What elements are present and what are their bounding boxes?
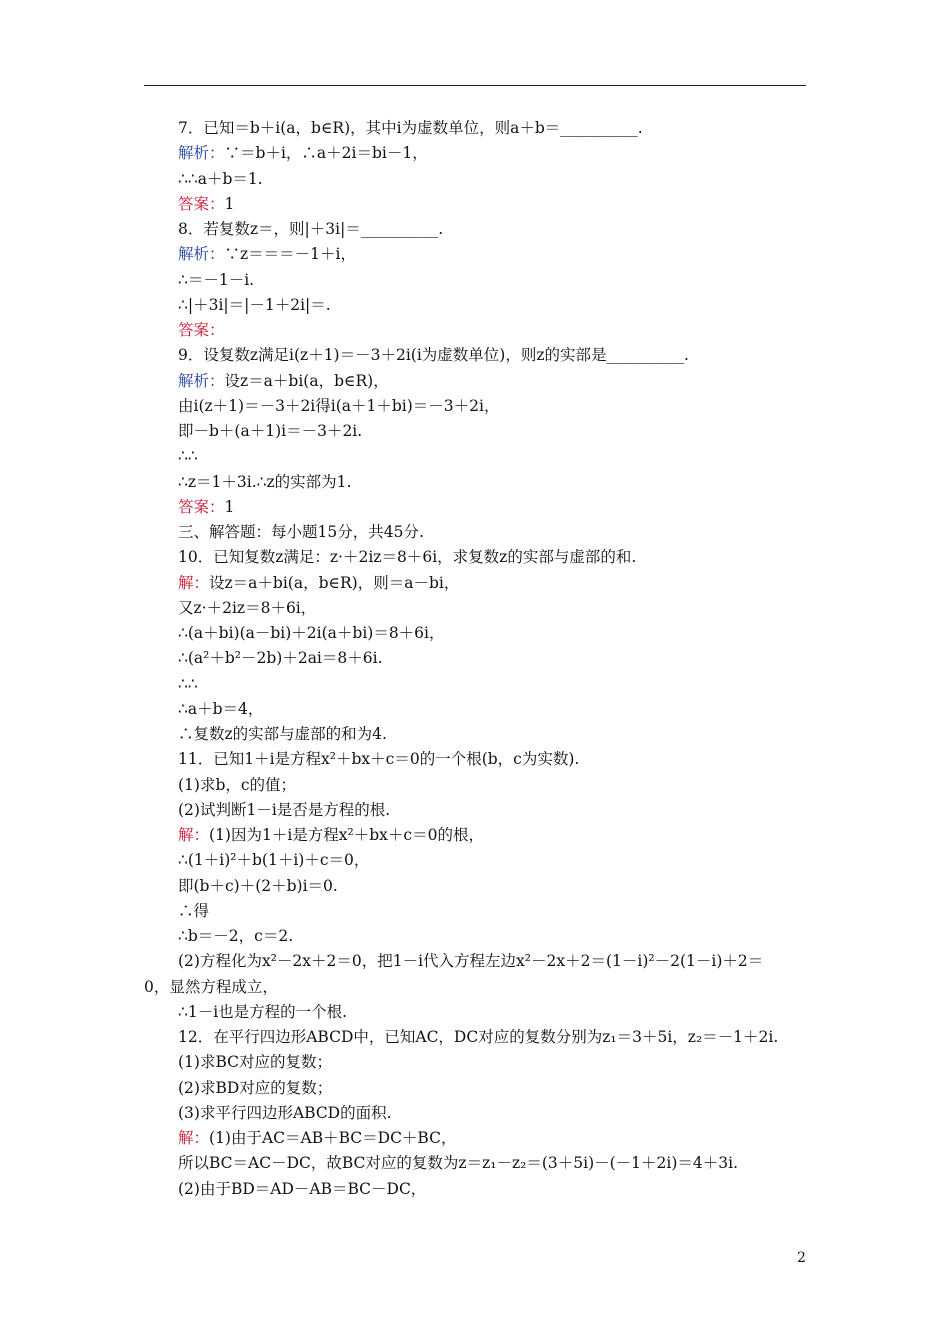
text-line xyxy=(178,345,689,365)
line-text: 8．若复数z＝，则|＋3i|＝__________. xyxy=(178,220,444,238)
text-line xyxy=(178,1052,332,1072)
line-text: ∴(a＋bi)(a－bi)＋2i(a＋bi)＝8＋6i， xyxy=(178,624,445,642)
line-text: (2)由于BD＝AD－AB＝BC－DC， xyxy=(178,1179,427,1198)
line-text: 即－b＋(a＋1)i＝－3＋2i. xyxy=(178,422,363,440)
line-text: ∴1－i也是方程的一个根. xyxy=(178,1002,348,1021)
line-text: 设z＝a＋bi(a，b∈R)，则＝a－bi， xyxy=(209,573,460,592)
line-label: 解： xyxy=(178,826,210,844)
text-line xyxy=(178,825,484,845)
line-text: 10．已知复数z满足：z·＋2iz＝8＋6i，求复数z的实部与虚部的和. xyxy=(178,548,637,567)
text-line xyxy=(178,623,445,643)
line-label: 解： xyxy=(178,1129,210,1147)
line-text: ∵z＝＝＝－1＋i， xyxy=(224,245,357,264)
text-line xyxy=(178,648,383,668)
text-line xyxy=(178,1153,738,1173)
text-line xyxy=(178,674,198,694)
text-line xyxy=(178,1002,347,1022)
line-text: 0，显然方程成立， xyxy=(144,977,278,996)
line-label: 答案： xyxy=(178,321,225,339)
text-line xyxy=(178,876,338,896)
header-rule xyxy=(144,85,806,86)
line-text: ∵＝b＋i，∴a＋2i＝bi－1， xyxy=(224,144,428,163)
text-line xyxy=(178,699,263,719)
line-text: 由i(z＋1)＝－3＋2i得i(a＋1＋bi)＝－3＋2i， xyxy=(178,396,500,415)
line-text: ∴∴ xyxy=(178,674,198,693)
line-text: ∴∴ xyxy=(178,447,198,466)
text-line xyxy=(178,472,351,492)
text-line xyxy=(178,270,254,290)
line-text: (1)求BC对应的复数； xyxy=(178,1053,332,1072)
line-label: 解析： xyxy=(178,371,225,390)
text-line xyxy=(178,143,428,163)
text-line xyxy=(178,951,763,971)
line-text: 1 xyxy=(224,194,235,213)
text-line xyxy=(178,1027,778,1047)
text-line xyxy=(144,977,278,997)
text-line xyxy=(178,118,643,138)
text-line xyxy=(178,169,263,189)
text-line xyxy=(178,1103,392,1123)
line-text: (3)求平行四边形ABCD的面积. xyxy=(178,1103,392,1122)
text-line xyxy=(178,295,331,315)
text-line xyxy=(178,1128,456,1148)
line-text: 9．设复数z满足i(z＋1)＝－3＋2i(i为虚数单位)，则z的实部是__________. xyxy=(178,346,689,365)
line-text: 又z·＋2iz＝8＋6i， xyxy=(178,598,317,617)
line-text: (1)由于AC＝AB＋BC＝DC＋BC， xyxy=(209,1129,457,1147)
line-text: ∴∴a＋b＝1. xyxy=(178,169,263,188)
text-line xyxy=(178,926,293,946)
line-text: (2)方程化为x²－2x＋2＝0，把1－i代入方程左边x²－2x＋2＝(1－i)²－2(1－i)＋2＝ xyxy=(178,952,764,971)
line-text: (1)求b，c的值； xyxy=(178,775,297,794)
line-label: 解析： xyxy=(178,144,225,163)
line-text: 三、解答题：每小题15分，共45分. xyxy=(178,523,424,541)
text-line xyxy=(178,1078,332,1098)
line-text: 设z＝a＋bi(a，b∈R)， xyxy=(224,371,389,390)
text-line xyxy=(178,522,424,542)
text-line xyxy=(178,446,198,466)
line-label: 答案： xyxy=(178,497,225,516)
text-line xyxy=(178,421,362,441)
line-text: 所以BC＝AC－DC，故BC对应的复数为z＝z₁－z₂＝(3＋5i)－(－1＋2i)＝4＋3i. xyxy=(178,1154,738,1173)
line-text: (2)试判断1－i是否是方程的根. xyxy=(178,800,391,819)
line-text: 即(b＋c)＋(2＋b)i＝0. xyxy=(178,876,338,895)
text-line xyxy=(178,749,579,769)
line-text: (1)因为1＋i是方程x²＋bx＋c＝0的根， xyxy=(209,826,484,844)
line-text: 7．已知＝b＋i(a，b∈R)，其中i为虚数单位，则a＋b＝__________. xyxy=(178,119,643,137)
line-text: 1 xyxy=(224,497,235,516)
text-line xyxy=(178,547,636,567)
text-line xyxy=(178,320,225,340)
text-line xyxy=(178,219,443,239)
line-text: ∴b＝－2，c＝2. xyxy=(178,927,294,945)
text-line xyxy=(178,1179,426,1199)
line-text: ∴复数z的实部与虚部的和为4. xyxy=(178,725,387,743)
text-line xyxy=(178,573,459,593)
line-text: 12．在平行四边形ABCD中，已知AC，DC对应的复数分别为z₁＝3＋5i，z₂＝－1＋2i. xyxy=(178,1028,779,1046)
line-text: ∴(a²＋b²－2b)＋2ai＝8＋6i. xyxy=(178,649,383,668)
line-text: ∴z＝1＋3i.∴z的实部为1. xyxy=(178,472,352,491)
line-text: ∴得 xyxy=(178,901,210,920)
text-line xyxy=(178,244,356,264)
text-line xyxy=(178,724,387,744)
line-label: 答案： xyxy=(178,194,225,213)
text-line xyxy=(178,194,234,214)
line-label: 解析： xyxy=(178,245,225,264)
text-line xyxy=(178,396,499,416)
line-text: ∴(1＋i)²＋b(1＋i)＋c＝0， xyxy=(178,851,370,870)
line-label: 解： xyxy=(178,573,210,592)
line-text: ∴|＋3i|＝|－1＋2i|＝. xyxy=(178,295,331,314)
text-line xyxy=(178,775,296,795)
text-line xyxy=(178,371,389,391)
text-line xyxy=(178,800,390,820)
line-text: ∴＝－1－i. xyxy=(178,270,255,289)
text-line xyxy=(178,901,209,921)
line-text: (2)求BD对应的复数； xyxy=(178,1078,333,1097)
text-line xyxy=(178,497,234,517)
text-line xyxy=(178,850,369,870)
text-line xyxy=(178,598,316,618)
line-text: ∴a＋b＝4， xyxy=(178,699,264,718)
line-text: 11．已知1＋i是方程x²＋bx＋c＝0的一个根(b，c为实数). xyxy=(178,750,580,769)
page-number: 2 xyxy=(797,1250,806,1266)
